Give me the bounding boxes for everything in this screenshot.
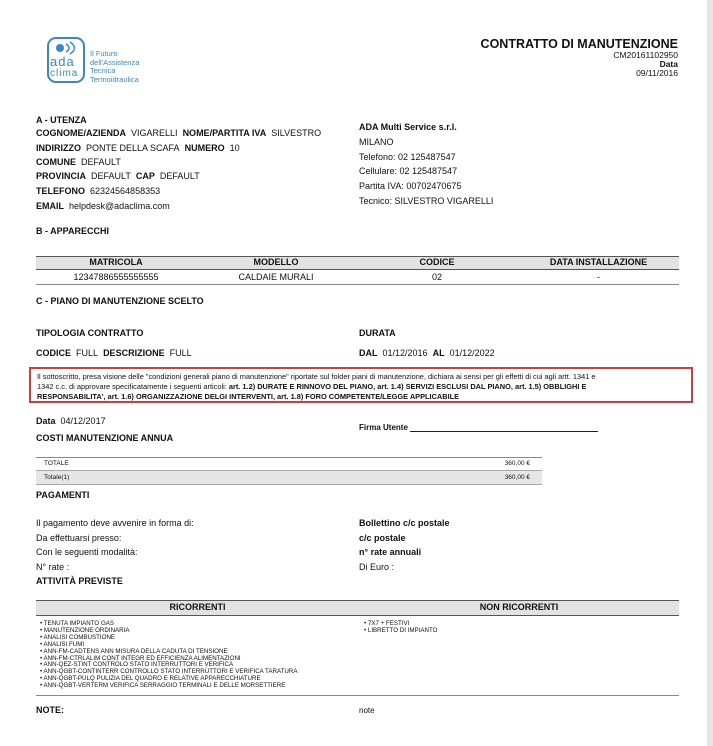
logo-brand-top: ada [50,54,75,69]
col-modello: MODELLO [253,257,299,267]
list-item: • 7X7 + FESTIVI [364,621,437,628]
company-cellulare: Cellulare: 02 125487547 [359,166,458,177]
section-c-title: C - PIANO DI MANUTENZIONE SCELTO [36,296,204,306]
tipologia-label: TIPOLOGIA CONTRATTO [36,328,144,338]
payment-presso-label: Da effettuarsi presso: [36,532,122,543]
company-city: MILANO [359,136,394,147]
terms-line-2-plain: 1342 c.c. di approvare specificatamente i seguenti articoli: [37,382,229,391]
nome-label: NOME/PARTITA IVA [182,128,267,138]
indirizzo-label: INDIRIZZO [36,143,81,153]
dal-label: DAL [359,348,378,358]
piano-durata-row [359,348,495,358]
payment-rate-label: N° rate : [36,561,70,572]
cognome-label: COGNOME/AZIENDA [36,128,126,138]
provincia-label: PROVINCIA [36,171,87,181]
logo-tagline-line: Il Futuro [90,49,118,58]
cognome-value: VIGARELLI [131,128,178,138]
firma-utente-label: Firma Utente [359,423,408,432]
durata-label: DURATA [359,328,396,338]
costs-title: COSTI MANUTENZIONE ANNUA [36,433,174,443]
costs-row-totale-label: TOTALE [44,460,69,467]
comune-label: COMUNE [36,157,76,167]
apparecchi-row-modello: CALDAIE MURALI [238,272,314,282]
list-item: • MANUTENZIONE ORDINARIA [40,628,297,635]
telefono-value: 62324564858353 [90,186,161,196]
list-item: • ANN-QGBT-CONTINTERR CONTROLLO STATO INTERRUTTORI E VERIFICA TARATURA [40,669,297,676]
payment-forma-label: Il pagamento deve avvenire in forma di: [36,518,194,528]
codice-value: FULL [76,348,99,358]
contract-title: CONTRATTO DI MANUTENZIONE [480,37,678,51]
payment-forma-value: Bollettino c/c postale [359,518,450,528]
utenza-row-telefono [36,186,160,196]
costs-row-totale1-bg [36,470,542,485]
company-partita-iva: Partita IVA: 00702470675 [359,181,462,192]
payments-title: PAGAMENTI [36,490,90,500]
al-label: AL [432,348,445,358]
section-b-title: B - APPARECCHI [36,226,110,236]
contract-date-value: 09/11/2016 [636,68,678,78]
list-item: • ANALISI COMBUSTIONE [40,635,297,642]
firma-utente-line [410,431,598,432]
codice-label: CODICE [36,348,72,358]
costs-row-totale-value: 360,00 € [504,460,530,467]
list-item: • ANN-FM-CTRLALIM CONT INTEGR ED EFFICIENZA ALIMENTAZIONI [40,656,297,663]
logo-brand-bottom: clima [50,68,79,79]
utenza-row-indirizzo [36,143,240,153]
indirizzo-value: PONTE DELLA SCAFA [86,143,180,153]
logo-tagline [90,50,139,84]
payments-right-column [359,516,450,574]
note-value: note [359,706,375,715]
utenza-row-comune [36,157,121,167]
company-telefono: Telefono: 02 125487547 [359,151,456,162]
email-value: helpdesk@adaclima.com [69,201,170,211]
email-label: EMAIL [36,201,64,211]
descrizione-label: DESCRIZIONE [103,348,165,358]
signature-data-label: Data [36,416,56,426]
terms-box [29,367,693,403]
col-matricola: MATRICOLA [89,257,143,267]
costs-row-totale1-label: Totale(1) [44,474,70,481]
company-tecnico: Tecnico: SILVESTRO VIGARELLI [359,195,494,206]
list-item: • ANN-QGBT-VERTERM VERIFICA SERRAGGIO TERMINALI E DELLE MORSETTIERE [40,683,297,690]
list-item: • LIBRETTO DI IMPIANTO [364,628,437,635]
list-item: • TENUTA IMPIANTO GAS [40,621,297,628]
payment-modalita-value: n° rate annuali [359,547,422,557]
cap-value: DEFAULT [159,171,200,181]
contract-date-label: Data [659,59,678,69]
provincia-value: DEFAULT [91,171,131,181]
col-ricorrenti: RICORRENTI [169,602,226,612]
payment-presso-value: c/c postale [359,532,406,543]
descrizione-value: FULL [169,348,192,358]
terms-line-2 [37,382,685,392]
terms-line-2-bold: art. 1.2) DURATE E RINNOVO DEL PIANO, art. 1.4) SERVIZI ESCLUSI DAL PIANO, art. 1.5) OBBLIGHI E [228,382,587,391]
section-a-title: A - UTENZA [36,115,87,125]
comune-value: DEFAULT [81,157,121,167]
ricorrenti-list [40,621,297,690]
list-item: • ANN-FM-CADTENS ANN MISURA DELLA CADUTA DI TENSIONE [40,649,297,656]
nome-value: SILVESTRO [271,128,322,138]
signature-data-value: 04/12/2017 [60,416,106,426]
col-non-ricorrenti: NON RICORRENTI [479,602,559,612]
telefono-label: TELEFONO [36,186,85,196]
numero-value: 10 [229,143,240,153]
logo-tagline-line: dell'Assistenza [90,57,140,67]
list-item: • ANN-QGBT-PULQ PULIZIA DEL QUADRO E RELATIVE APPARECCHIATURE [40,676,297,683]
costs-top-line [36,457,542,458]
utenza-row-email [36,201,170,211]
costs-row-totale1-value: 360,00 € [504,474,530,481]
col-codice: CODICE [419,257,455,267]
dal-value: 01/12/2016 [382,348,428,358]
terms-line-1: Il sottoscritto, presa visione delle "condizioni generali piano di manutenzione" riportate sul folder piani di manutenzione, dichiara ai sensi per gli effetti di cui agli artt. 1341 e [37,372,596,381]
al-value: 01/12/2022 [449,348,495,358]
activities-title: ATTIVITÀ PREVISTE [36,576,123,586]
apparecchi-row-data: - [597,272,600,282]
col-data-installazione: DATA INSTALLAZIONE [549,257,648,267]
apparecchi-row-matricola: 12347886555555555 [73,272,159,282]
list-item: • ANN-QEZ-STINT CONTROLO STATO INTERRUTTORI E VERIFICA [40,662,297,669]
numero-label: NUMERO [184,143,225,153]
note-label: NOTE: [36,705,64,715]
payment-modalita-label: Con le seguenti modalità: [36,547,138,557]
list-item: • ANALISI FUMI [40,642,297,649]
activities-bottom-line [36,695,679,696]
apparecchi-row-codice: 02 [431,272,442,282]
utenza-row-cognome [36,128,321,138]
utenza-row-provincia [36,171,200,181]
signature-date-row [36,416,106,426]
logo-tagline-line: Tecnica [90,66,116,75]
piano-codice-row [36,348,192,358]
contract-code: CM20161102950 [613,50,678,60]
apparecchi-row-divider [36,284,679,285]
terms-line-3: RESPONSABILITA', art. 1.6) ORGANIZZAZIONE DELGI INTERVENTI, art. 1.8) FORO COMPETENTE/LEGGE APPLICABILE [37,392,460,401]
payments-left-column [36,516,194,574]
non-ricorrenti-list [364,621,437,635]
logo-tagline-line: Termoidraulica [90,74,139,84]
company-block [359,120,493,209]
company-name: ADA Multi Service s.r.l. [359,122,457,132]
cap-label: CAP [135,171,155,181]
page-edge-shadow [707,0,713,746]
payment-euro-label: Di Euro : [359,561,395,572]
